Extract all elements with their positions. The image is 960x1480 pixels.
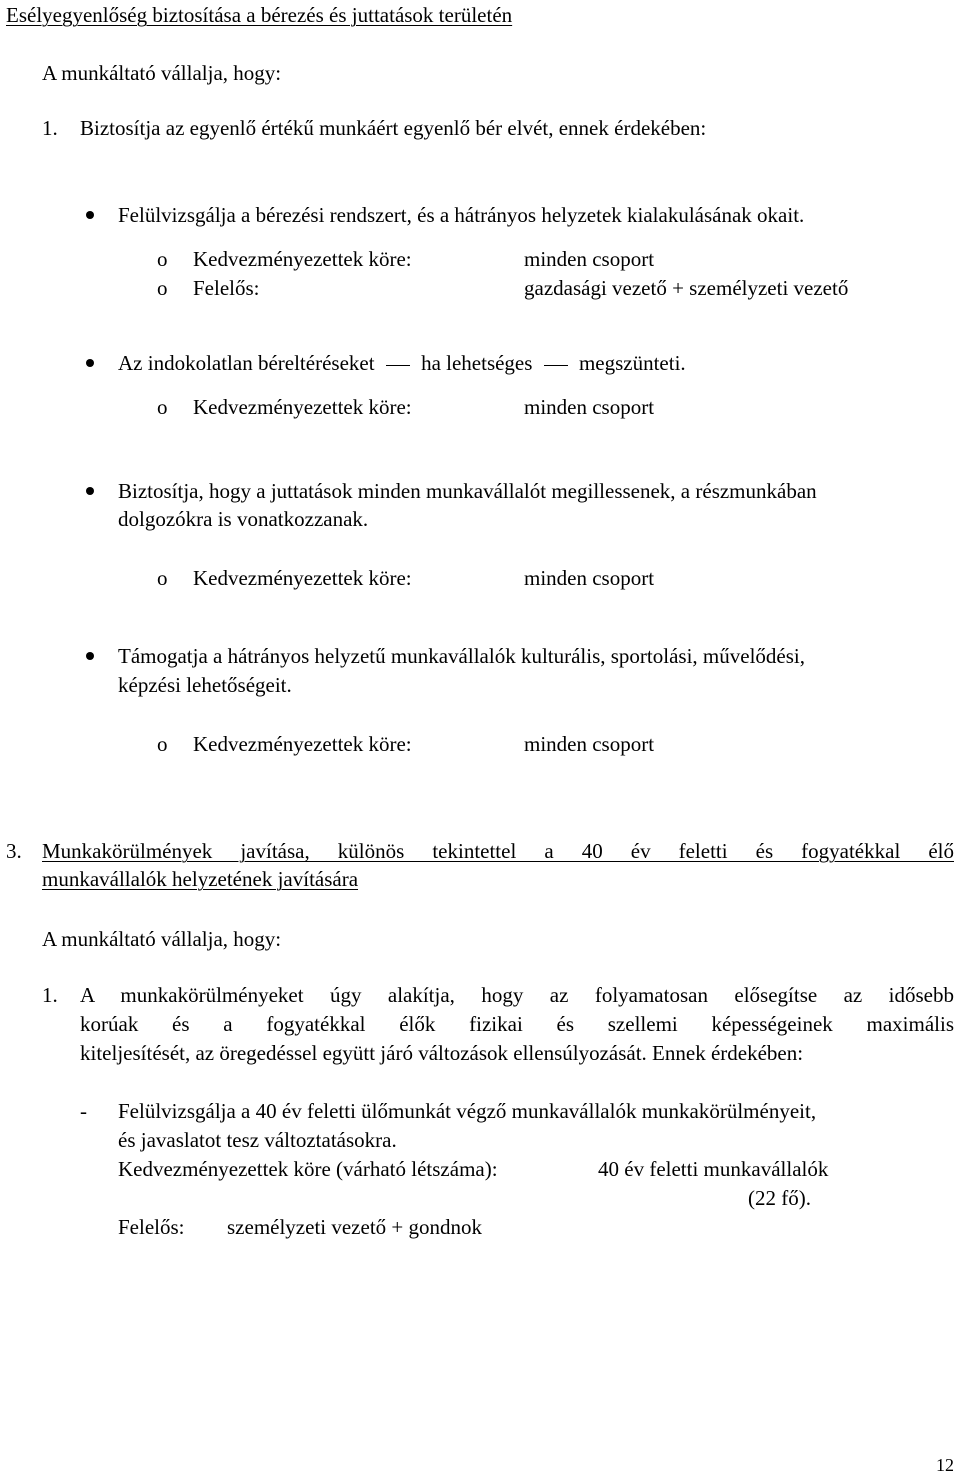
bullet-icon <box>86 652 94 660</box>
section-heading-line: munkavállalók helyzetének javítására <box>42 867 359 891</box>
item-text-line: kiteljesítését, az öregedéssel együtt járó változások ellensúlyozását. Ennek érdekében: <box>80 1041 804 1065</box>
beneficiaries-value: 40 év feletti munkavállalók <box>598 1157 829 1181</box>
intro-text: A munkáltató vállalja, hogy: <box>42 61 282 85</box>
intro-text: A munkáltató vállalja, hogy: <box>42 927 282 951</box>
dash-marker: - <box>80 1099 87 1123</box>
responsible-label: Felelős: <box>118 1215 185 1239</box>
sub-value: minden csoport <box>524 395 655 419</box>
bullet-text-line: Támogatja a hátrányos helyzetű munkavállalók kulturális, sportolási, művelődési, <box>118 644 805 668</box>
sub-marker: o <box>157 732 168 756</box>
item-text-line: korúak és a fogyatékkal élők fizikai és szellemi képességeinek maximális <box>80 1012 954 1036</box>
sub-value: minden csoport <box>524 247 655 271</box>
bullet-icon <box>86 359 94 367</box>
sub-marker: o <box>157 566 168 590</box>
dash-text-line: Felülvizsgálja a 40 év feletti ülőmunkát végző munkavállalók munkakörülményeit, <box>118 1099 817 1123</box>
bullet-icon <box>86 211 94 219</box>
bullet-text-part: Az indokolatlan béreltéréseket <box>118 351 375 375</box>
item-number: 1. <box>42 116 58 140</box>
section-number: 3. <box>6 839 22 863</box>
item-number: 1. <box>42 983 58 1007</box>
sub-label: Felelős: <box>193 276 260 300</box>
sub-marker: o <box>157 395 168 419</box>
sub-label: Kedvezményezettek köre: <box>193 566 412 590</box>
bullet-text-line: képzési lehetőségeit. <box>118 673 292 697</box>
sub-label: Kedvezményezettek köre: <box>193 732 412 756</box>
sub-value: minden csoport <box>524 732 655 756</box>
bullet-text: Felülvizsgálja a bérezési rendszert, és a hátrányos helyzetek kialakulásának okait. <box>118 203 805 227</box>
beneficiaries-label: Kedvezményezettek köre (várható létszáma): <box>118 1157 498 1181</box>
bullet-text-line: dolgozókra is vonatkozzanak. <box>118 507 369 531</box>
bullet-text <box>118 350 686 376</box>
dash-text-line: és javaslatot tesz változtatásokra. <box>118 1128 397 1152</box>
dash-line <box>544 365 568 366</box>
page-number: 12 <box>936 1455 954 1475</box>
item-text: Biztosítja az egyenlő értékű munkáért egyenlő bér elvét, ennek érdekében: <box>80 116 707 140</box>
sub-value: minden csoport <box>524 566 655 590</box>
dash-line <box>386 365 410 366</box>
sub-marker: o <box>157 276 168 300</box>
responsible-value: személyzeti vezető + gondnok <box>227 1215 483 1239</box>
section-heading-line: Munkakörülmények javítása, különös tekintettel a 40 év feletti és fogyatékkal élő <box>42 839 954 863</box>
sub-marker: o <box>157 247 168 271</box>
sub-value: gazdasági vezető + személyzeti vezető <box>524 276 849 300</box>
sub-label: Kedvezményezettek köre: <box>193 395 412 419</box>
item-text-line: A munkakörülményeket úgy alakítja, hogy az folyamatosan elősegítse az idősebb <box>80 983 954 1007</box>
bullet-text-line: Biztosítja, hogy a juttatások minden munkavállalót megillessenek, a részmunkában <box>118 479 817 503</box>
bullet-text-part: megszünteti. <box>578 351 686 375</box>
bullet-text-part: ha lehetséges <box>421 351 533 375</box>
sub-label: Kedvezményezettek köre: <box>193 247 412 271</box>
beneficiaries-count: (22 fő). <box>748 1186 811 1210</box>
section-title: Esélyegyenlőség biztosítása a bérezés és juttatások területén <box>6 3 513 27</box>
bullet-icon <box>86 487 94 495</box>
